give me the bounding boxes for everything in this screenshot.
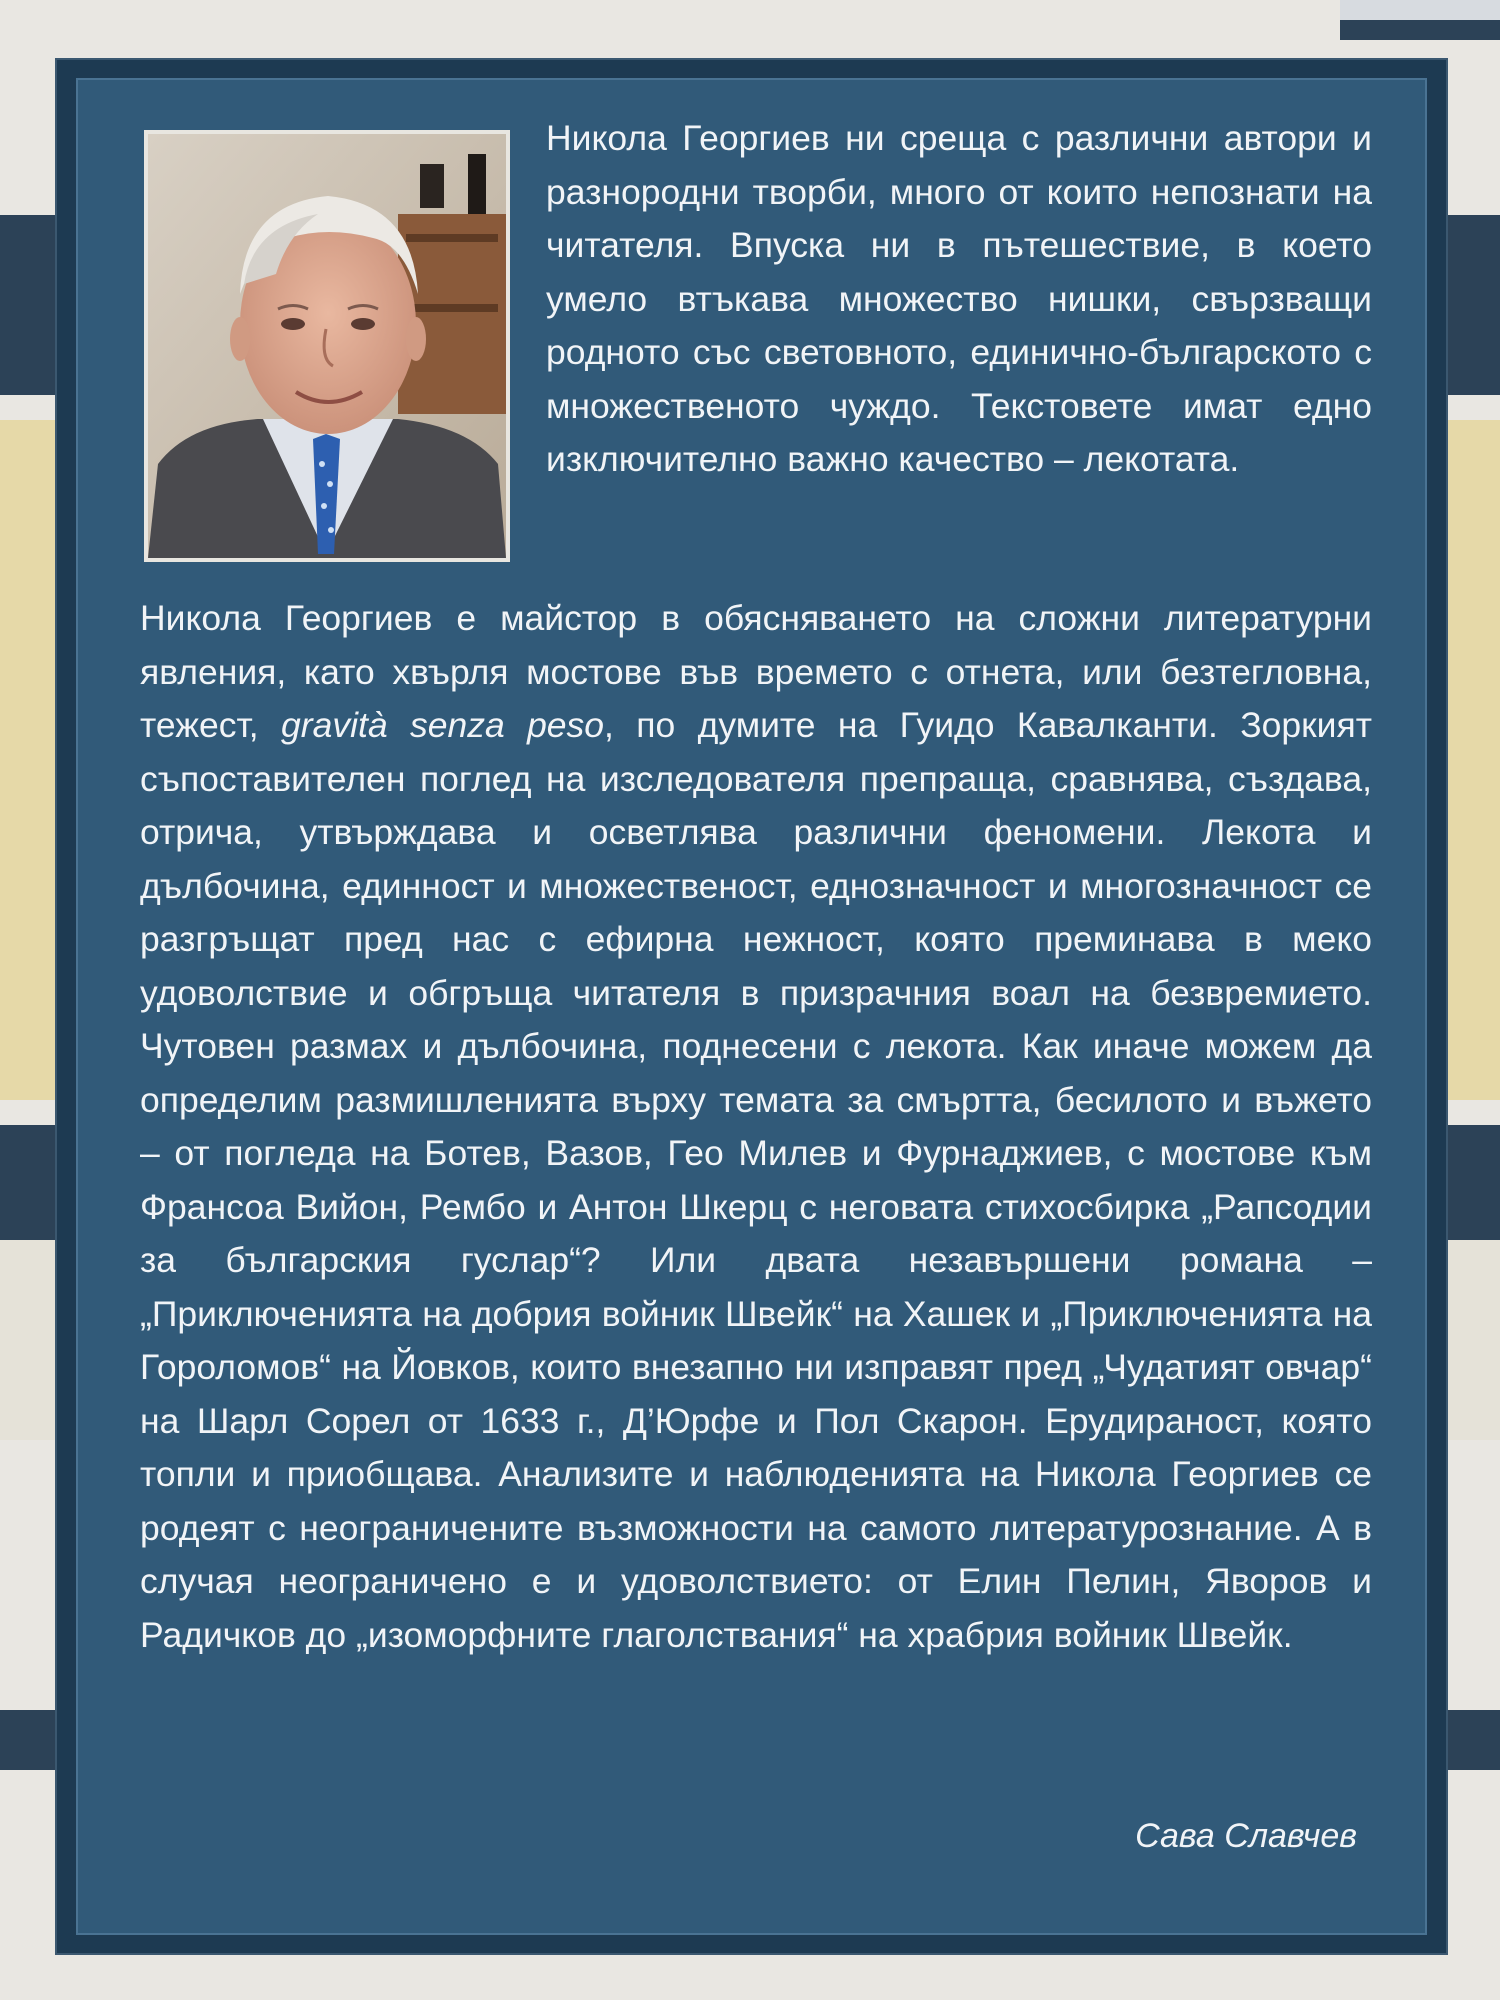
text-panel: [76, 78, 1427, 1935]
main-paragraph: [140, 592, 1372, 1662]
author-portrait-icon: [148, 134, 506, 558]
author-photo: [144, 130, 510, 562]
main-text: [140, 592, 1372, 1662]
intro-text: Никола Георгиев ни среща с различни автори и разнородни творби, много от които непознати на читателя. Впуска ни в пътешествие, в което умело втъкава множество нишки, свързващи родното със световното, единично-българското с множественото чуждо. Текстовете имат едно изключително важно качество – лекотата.: [546, 118, 1372, 479]
main-text-part1: Никола Георгиев е майстор в обясняването на сложни литературни явления, като хвърля мостове във времето с отнета, или безтегловна, тежест,: [140, 598, 1372, 745]
signature: Сава Славчев: [1135, 1817, 1357, 1855]
italic-phrase: gravità senza peso: [281, 705, 605, 745]
intro-paragraph: [546, 112, 1372, 487]
corner-block-light: [1340, 0, 1500, 20]
main-text-part2: , по думите на Гуидо Кавалканти. Зоркият съпоставителен поглед на изследователя препраща, сравнява, създава, отрича, утвърждава и осветлява различни феномени. Лекота и дълбочина, единност и множественост, еднозначност и многозначност се разгръщат пред нас с ефирна нежност, която преминава в меко удоволствие и обгръща читателя в призрачния воал на безвремието. Чутовен размах и дълбочина, поднесени с лекота. Как иначе можем да определим размишленията върху темата за смъртта, бесилото и въжето – от погледа на Ботев, Вазов, Гео Милев и Фурнаджиев, с мостове към Франсоа Вийон, Рембо и Антон Шкерц с неговата стихосбирка „Рапсодии за българския гуслар“? Или двата незавършени романа – „Приключенията на добрия войник Швейк“ на Хашек и „Приключенията на Гороломов“ на Йовков, които внезапно ни изправят пред „Чудатият овчар“ на Шарл Сорел от 1633 г., Д’Юрфе и Пол Скарон. Ерудираност, която топли и приобщава. Анализите и наблюденията на Никола Георгиев се родеят с неограничените възможности на самото литературознание. А в случая неограничено е и удоволствието: от Елин Пелин, Яворов и Радичков до „изоморфните глаголствания“ на храбрия войник Швейк.: [140, 705, 1372, 1655]
